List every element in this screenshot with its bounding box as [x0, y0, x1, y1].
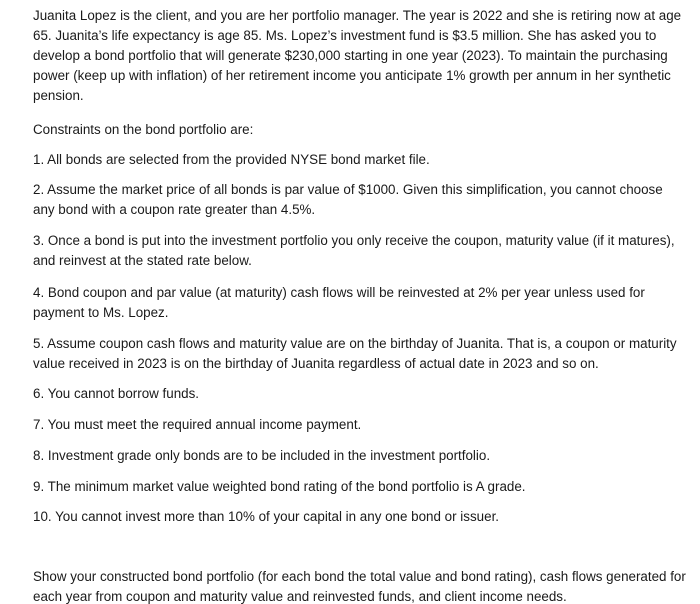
constraint-item: 9. The minimum market value weighted bond rating of the bond portfolio is A grade. — [33, 479, 526, 494]
constraint-item: 1. All bonds are selected from the provided NYSE bond market file. — [33, 152, 430, 167]
intro-paragraph: Juanita Lopez is the client, and you are her portfolio manager. The year is 2022 and she is retiring now at age 65. Juanita’s life expectancy is age 85. Ms. Lopez’s investment fund is $3.5 million. She has asked you to develop a bond portfolio that will generate $230,000 starting in one year (2023). To maintain the purchasing power (keep up with inflation) of her retirement income you anticipate 1% growth per annum in her synthetic pension. — [33, 8, 682, 103]
constraint-item: 3. Once a bond is put into the investment portfolio you only receive the coupon, maturity value (if it matures), and reinvest at the stated rate below. — [33, 233, 675, 268]
closing-paragraph: Show your constructed bond portfolio (for each bond the total value and bond rating), cash flows generated for each year from coupon and maturity value and reinvested funds, and client income needs. — [33, 569, 686, 604]
constraint-item: 10. You cannot invest more than 10% of your capital in any one bond or issuer. — [33, 509, 500, 524]
constraint-item: 5. Assume coupon cash flows and maturity value are on the birthday of Juanita. That is, a coupon or maturity value received in 2023 is on the birthday of Juanita regardless of actual date in 2023 and so on. — [33, 336, 677, 371]
constraint-item: 7. You must meet the required annual income payment. — [33, 417, 362, 432]
constraints-heading: Constraints on the bond portfolio are: — [33, 122, 254, 137]
constraint-item: 6. You cannot borrow funds. — [33, 386, 200, 401]
constraint-item: 4. Bond coupon and par value (at maturity) cash flows will be reinvested at 2% per year unless used for payment to Ms. Lopez. — [33, 285, 645, 320]
constraint-item: 2. Assume the market price of all bonds is par value of $1000. Given this simplification, you cannot choose any bond with a coupon rate greater than 4.5%. — [33, 182, 663, 217]
constraint-item: 8. Investment grade only bonds are to be included in the investment portfolio. — [33, 448, 491, 463]
